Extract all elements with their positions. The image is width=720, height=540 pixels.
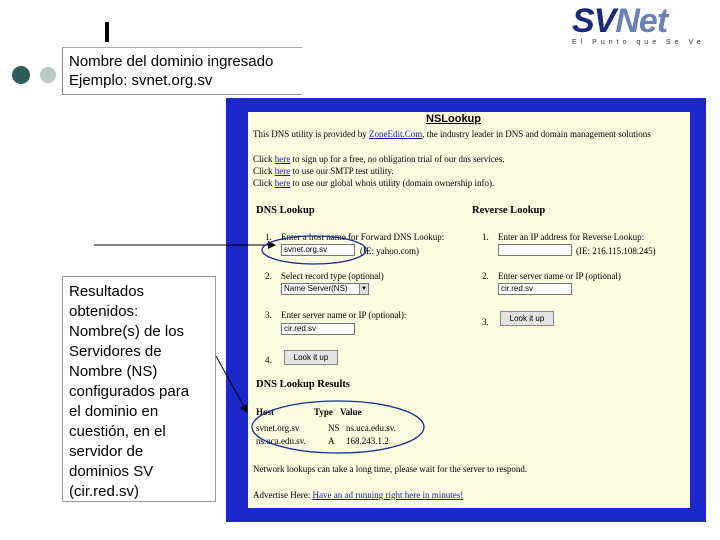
callout-side-line: (cir.red.sv)	[69, 483, 140, 500]
reverse-step-number: 3.	[482, 317, 489, 327]
results-row-host: svnet.org.sv	[256, 423, 300, 433]
results-header-host: Host	[256, 407, 274, 417]
wait-note: Network lookups can take a long time, please wait for the server to respond.	[253, 464, 528, 474]
reverse-ip-input[interactable]	[498, 244, 572, 256]
reverse-look-it-up-button[interactable]: Look it up	[500, 311, 554, 326]
reverse-step2-label: Enter server name or IP (optional)	[498, 271, 621, 281]
link-line-signup: Click here to sign up for a free, no obligation trial of our dns services.	[253, 154, 505, 164]
dns-server-input[interactable]: cir.red.sv	[281, 323, 355, 335]
dns-lookup-heading: DNS Lookup	[256, 205, 315, 216]
callout-side-line: Nombre(s) de los	[69, 323, 185, 340]
dns-step2-label: Select record type (optional)	[281, 271, 384, 281]
callout-side-line: Nombre (NS)	[69, 363, 158, 380]
callout-side-line: Servidores de	[69, 343, 162, 360]
chevron-down-icon: ▼	[359, 284, 368, 294]
dns-step-number: 3.	[265, 310, 272, 320]
reverse-step1-label: Enter an IP address for Reverse Lookup:	[498, 232, 645, 242]
results-row-value: 168.243.1.2	[346, 436, 389, 446]
callout-side-line: servidor de	[69, 443, 144, 460]
advertise-link[interactable]: Have an ad running right here in minutes!	[312, 490, 464, 500]
callout-side-line: cuestión, en el	[69, 423, 166, 440]
reverse-step-number: 2.	[482, 271, 489, 281]
intro-line: This DNS utility is provided by ZoneEdit.Com, the industry leader in DNS and domain management solutions	[253, 129, 651, 139]
callout-side-line: obtenidos:	[69, 303, 139, 320]
logo-word-net: Net	[615, 2, 668, 40]
svnet-logo	[572, 2, 705, 50]
callout-results	[62, 276, 216, 502]
link-line-whois: Click here to use our global whois utility (domain ownership info).	[253, 178, 495, 188]
reverse-step-number: 1.	[482, 232, 489, 242]
whois-here-link[interactable]: here	[274, 178, 291, 188]
results-row-type: NS	[328, 423, 340, 433]
results-row-value: ns.uca.edu.sv.	[346, 423, 396, 433]
bullet-dot-light	[40, 67, 56, 83]
results-row-type: A	[328, 436, 335, 446]
results-heading: DNS Lookup Results	[256, 379, 350, 390]
link-line-smtp: Click here to use our SMTP test utility.	[253, 166, 394, 176]
host-example-text: (IE: yahoo.com)	[360, 246, 419, 256]
page-title: NSLookup	[426, 113, 481, 125]
nslookup-page	[248, 112, 690, 508]
smtp-here-link[interactable]: here	[274, 166, 291, 176]
reverse-server-input[interactable]: cir.red.sv	[498, 283, 572, 295]
signup-here-link[interactable]: here	[274, 154, 291, 164]
bullet-dot-dark	[12, 66, 30, 84]
callout-top-line1: Nombre del dominio ingresado	[69, 53, 274, 70]
dns-step-number: 1.	[265, 232, 272, 242]
ip-example-text: (IE: 216.115.108.245)	[576, 246, 656, 256]
logo-tagline: El Punto que Se Ve	[572, 39, 705, 46]
callout-side-line: Resultados	[69, 283, 145, 300]
record-type-select[interactable]: Name Server(NS) ▼	[281, 283, 369, 295]
title-cursor-mark	[105, 22, 109, 42]
dns-step-number: 4.	[265, 355, 272, 365]
results-row-host: ns.uca.edu.sv.	[256, 436, 306, 446]
callout-side-line: el dominio en	[69, 403, 159, 420]
dns-step1-label: Enter a host name for Forward DNS Lookup:	[281, 232, 445, 242]
advertise-line: Advertise Here: Have an ad running right here in minutes!	[253, 490, 464, 500]
dns-look-it-up-button[interactable]: Look it up	[284, 350, 338, 365]
zoneedit-link[interactable]: ZoneEdit.Com	[369, 129, 423, 139]
results-header-value: Value	[340, 407, 362, 417]
callout-side-line: dominios SV	[69, 463, 154, 480]
logo-word-sv: SV	[572, 2, 616, 40]
results-header-type: Type	[314, 407, 333, 417]
callout-top-line2: Ejemplo: svnet.org.sv	[69, 72, 213, 89]
callout-domain-entered	[62, 47, 302, 95]
dns-step3-label: Enter server name or IP (optional):	[281, 310, 407, 320]
callout-side-line: configurados para	[69, 383, 190, 400]
host-name-input[interactable]: svnet.org.sv	[281, 244, 355, 256]
reverse-lookup-heading: Reverse Lookup	[472, 205, 546, 216]
dns-step-number: 2.	[265, 271, 272, 281]
